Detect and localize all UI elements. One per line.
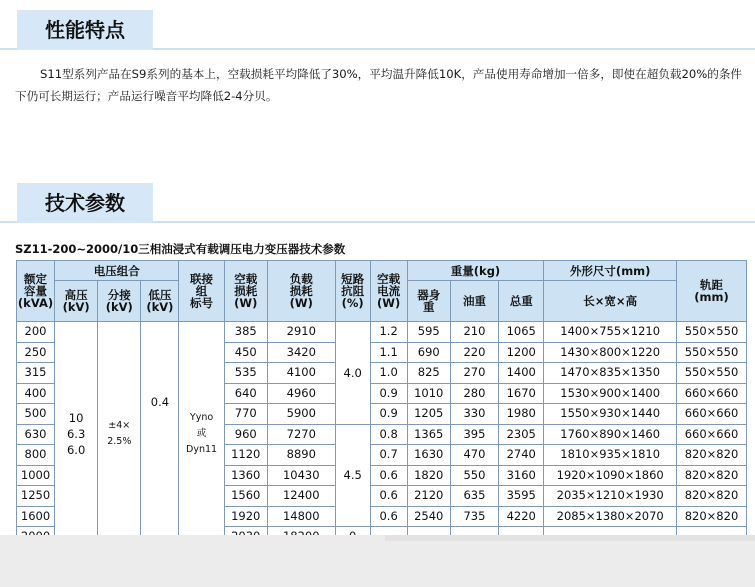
cell-total-weight: 1200 — [499, 342, 544, 363]
cell-body-weight: 2120 — [407, 486, 450, 507]
cell-no-load-loss: 770 — [224, 404, 267, 425]
cell-low-voltage: 0.4 — [141, 322, 179, 548]
spec-table — [16, 260, 747, 548]
cell-impedance: 4.0 — [335, 322, 370, 425]
cell-no-load-loss: 640 — [224, 383, 267, 404]
cell-oil-weight: 550 — [450, 465, 498, 486]
cell-load-loss: 4960 — [267, 383, 335, 404]
cell-capacity: 1250 — [17, 486, 55, 507]
params-title: 技术参数 — [17, 183, 153, 223]
cell-dimensions: 1920×1090×1860 — [544, 465, 677, 486]
cell-gauge: 660×660 — [677, 424, 747, 445]
col-body-weight: 器身 重 — [407, 281, 450, 322]
cell-gauge: 660×660 — [677, 383, 747, 404]
cell-load-loss: 4100 — [267, 363, 335, 384]
cell-oil-weight: 470 — [450, 445, 498, 466]
cell-no-load-current: 0.6 — [370, 486, 407, 507]
col-tap: 分接 (kV) — [98, 281, 141, 322]
cell-oil-weight: 395 — [450, 424, 498, 445]
cell-no-load-current: 0.7 — [370, 445, 407, 466]
cell-total-weight: 3160 — [499, 465, 544, 486]
cell-no-load-current: 0.9 — [370, 383, 407, 404]
cell-body-weight: 1820 — [407, 465, 450, 486]
cell-load-loss: 8890 — [267, 445, 335, 466]
cell-no-load-loss: 385 — [224, 322, 267, 343]
col-dimensions: 外形尺寸(mm) — [544, 261, 677, 281]
cell-capacity: 1000 — [17, 465, 55, 486]
cell-dimensions: 1550×930×1440 — [544, 404, 677, 425]
params-section-header — [0, 183, 755, 223]
cell-dimensions: 2035×1210×1930 — [544, 486, 677, 507]
features-section-header — [0, 10, 755, 50]
cell-gauge: 550×550 — [677, 363, 747, 384]
bottom-overlay — [0, 535, 755, 587]
cell-load-loss: 10430 — [267, 465, 335, 486]
cell-gauge: 820×820 — [677, 445, 747, 466]
cell-gauge: 820×820 — [677, 506, 747, 527]
cell-no-load-current: 1.2 — [370, 322, 407, 343]
cell-dimensions: 1810×935×1810 — [544, 445, 677, 466]
cell-no-load-current: 0.6 — [370, 465, 407, 486]
cell-load-loss: 5900 — [267, 404, 335, 425]
cell-capacity: 1600 — [17, 506, 55, 527]
cell-load-loss: 12400 — [267, 486, 335, 507]
cell-dimensions: 1430×800×1220 — [544, 342, 677, 363]
features-title: 性能特点 — [17, 10, 153, 50]
cell-body-weight: 1630 — [407, 445, 450, 466]
cell-capacity: 630 — [17, 424, 55, 445]
cell-high-voltage: 10 6.3 6.0 — [55, 322, 98, 548]
cell-body-weight: 595 — [407, 322, 450, 343]
cell-body-weight: 1205 — [407, 404, 450, 425]
cell-dimensions: 2085×1380×2070 — [544, 506, 677, 527]
cell-dimensions: 1400×755×1210 — [544, 322, 677, 343]
cell-no-load-current: 0.8 — [370, 424, 407, 445]
spec-table-body — [17, 322, 747, 548]
cell-load-loss: 14800 — [267, 506, 335, 527]
cell-no-load-loss: 1120 — [224, 445, 267, 466]
col-impedance: 短路 抗阻 (%) — [335, 261, 370, 322]
cell-no-load-loss: 450 — [224, 342, 267, 363]
cell-gauge: 660×660 — [677, 404, 747, 425]
cell-no-load-loss: 535 — [224, 363, 267, 384]
cell-body-weight: 690 — [407, 342, 450, 363]
cell-gauge: 820×820 — [677, 486, 747, 507]
cell-no-load-loss: 1360 — [224, 465, 267, 486]
cell-no-load-current: 1.1 — [370, 342, 407, 363]
cell-no-load-current: 0.6 — [370, 506, 407, 527]
col-dims-sub: 长×宽×高 — [544, 281, 677, 322]
cell-oil-weight: 635 — [450, 486, 498, 507]
col-no-load-loss: 空载 损耗 (W) — [224, 261, 267, 322]
cell-no-load-loss: 1920 — [224, 506, 267, 527]
col-total-weight: 总重 — [499, 281, 544, 322]
cell-body-weight: 1010 — [407, 383, 450, 404]
cell-capacity: 200 — [17, 322, 55, 343]
col-connection: 联接 组 标号 — [179, 261, 224, 322]
cell-oil-weight: 270 — [450, 363, 498, 384]
cell-dimensions: 1760×890×1460 — [544, 424, 677, 445]
cell-total-weight: 2740 — [499, 445, 544, 466]
col-load-loss: 负载 损耗 (W) — [267, 261, 335, 322]
col-no-load-current: 空载 电流 (W) — [370, 261, 407, 322]
table-row — [17, 322, 747, 343]
cell-total-weight: 1980 — [499, 404, 544, 425]
cell-oil-weight: 280 — [450, 383, 498, 404]
cell-no-load-current: 0.9 — [370, 404, 407, 425]
cell-total-weight: 2305 — [499, 424, 544, 445]
cell-oil-weight: 330 — [450, 404, 498, 425]
cell-connection: Yyno 或 Dyn11 — [179, 322, 224, 548]
cell-capacity: 500 — [17, 404, 55, 425]
cell-oil-weight: 220 — [450, 342, 498, 363]
col-oil-weight: 油重 — [450, 281, 498, 322]
col-low-voltage: 低压 (kV) — [141, 281, 179, 322]
cell-impedance: 4.5 — [335, 424, 370, 527]
cell-capacity: 250 — [17, 342, 55, 363]
cell-load-loss: 7270 — [267, 424, 335, 445]
cell-capacity: 800 — [17, 445, 55, 466]
cell-total-weight: 4220 — [499, 506, 544, 527]
overlay-notch — [385, 535, 755, 541]
cell-total-weight: 1670 — [499, 383, 544, 404]
cell-oil-weight: 735 — [450, 506, 498, 527]
col-gauge: 轨距 (mm) — [677, 261, 747, 322]
cell-no-load-loss: 1560 — [224, 486, 267, 507]
cell-capacity: 400 — [17, 383, 55, 404]
col-weight: 重量(kg) — [407, 261, 544, 281]
cell-tap: ±4× 2.5% — [98, 322, 141, 548]
col-rated-capacity: 额定 容量 (kVA) — [17, 261, 55, 322]
cell-dimensions: 1530×900×1400 — [544, 383, 677, 404]
cell-no-load-loss: 960 — [224, 424, 267, 445]
cell-total-weight: 1065 — [499, 322, 544, 343]
col-voltage-group: 电压组合 — [55, 261, 179, 281]
table-title: SZ11-200~2000/10三相油浸式有载调压电力变压器技术参数 — [15, 242, 346, 256]
cell-gauge: 550×550 — [677, 342, 747, 363]
cell-capacity: 315 — [17, 363, 55, 384]
cell-load-loss: 2910 — [267, 322, 335, 343]
cell-gauge: 550×550 — [677, 322, 747, 343]
cell-oil-weight: 210 — [450, 322, 498, 343]
col-high-voltage: 高压 (kV) — [55, 281, 98, 322]
cell-gauge: 820×820 — [677, 465, 747, 486]
cell-total-weight: 1400 — [499, 363, 544, 384]
cell-body-weight: 1365 — [407, 424, 450, 445]
cell-dimensions: 1470×835×1350 — [544, 363, 677, 384]
cell-body-weight: 2540 — [407, 506, 450, 527]
features-intro-text: S11型系列产品在S9系列的基本上，空载损耗平均降低了30%，平均温升降低10K，产品使用寿命增加一倍多，即使在超负载20%的条件下仍可长期运行；产品运行噪音平均降低2-4分贝。 — [15, 67, 743, 103]
cell-load-loss: 3420 — [267, 342, 335, 363]
cell-total-weight: 3595 — [499, 486, 544, 507]
cell-body-weight: 825 — [407, 363, 450, 384]
cell-no-load-current: 1.0 — [370, 363, 407, 384]
